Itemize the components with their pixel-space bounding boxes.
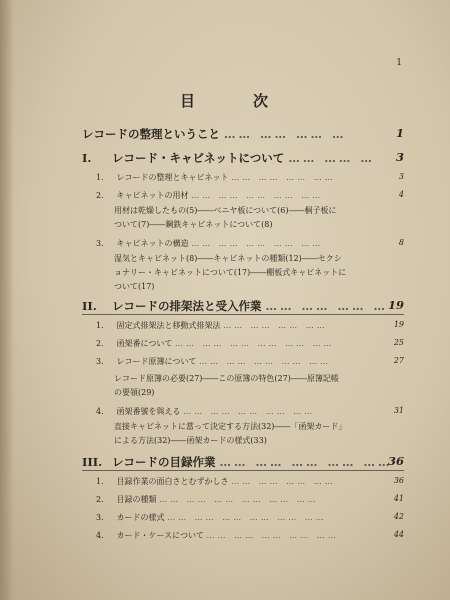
toc-section	[96, 406, 404, 417]
toc-section	[96, 512, 404, 523]
toc-entry-intro	[82, 126, 404, 142]
toc-chapter-1	[82, 150, 404, 166]
section-page: 41	[393, 494, 404, 503]
chapter-title: レコードの排架法と受入作業	[112, 299, 262, 313]
toc-section	[96, 338, 404, 349]
section-title: カード・ケースについて	[116, 531, 204, 540]
section-number: 1.	[96, 477, 104, 486]
toc-section	[96, 476, 404, 487]
section-detail-line: ついて(7)――鋼鉄キャビネットについて(8)	[114, 220, 273, 229]
toc-title-char-1: 目	[179, 92, 197, 110]
section-title: 固定式排架法と移動式排架法	[116, 321, 221, 330]
chapter-divider	[82, 470, 404, 471]
leader-dots: …… …… …… …… …… ……	[174, 339, 335, 348]
section-title: 函架番について	[116, 339, 173, 348]
entry-page: 1	[395, 126, 404, 140]
leader-dots: …… …… …… …… ……	[191, 191, 324, 200]
section-number: 2.	[96, 339, 104, 348]
chapter-page: 36	[387, 454, 404, 468]
leader-dots: …… …… …… ……	[231, 173, 336, 182]
toc-section	[96, 190, 404, 201]
leader-dots: …… …… …… …	[265, 299, 389, 313]
section-number: 2.	[96, 495, 104, 504]
section-page: 36	[393, 476, 404, 485]
chapter-title: レコード・キャビネットについて	[112, 151, 285, 165]
chapter-page: 19	[387, 298, 404, 312]
leader-dots: …… …… …… …… ……	[183, 407, 316, 416]
section-detail-line: レコード原簿の必要(27)――この原簿の特色(27)――原簿記帳	[114, 374, 339, 383]
section-detail-line: ついて(17)	[114, 282, 155, 291]
section-page: 31	[393, 406, 404, 415]
section-title: キャビネットの構造	[116, 239, 189, 248]
section-detail-line: 直接キャビネットに當って決定する方法(32)――「函架カード」	[114, 422, 347, 431]
section-number: 4.	[96, 531, 104, 540]
section-detail-line: の要領(29)	[114, 388, 155, 397]
toc-section	[96, 530, 404, 541]
section-title: カードの様式	[116, 513, 165, 522]
section-title: レコード原簿について	[116, 357, 197, 366]
section-number: 2.	[96, 191, 104, 200]
leader-dots: …… …… …… …… …… ……	[159, 495, 319, 504]
leader-dots: …… …… …… ……	[223, 321, 328, 330]
entry-title: レコードの整理ということ	[82, 127, 220, 141]
toc-section	[96, 494, 404, 505]
chapter-divider	[82, 314, 404, 315]
section-page: 4	[398, 190, 404, 199]
section-page: 3	[398, 172, 404, 181]
toc-section	[96, 356, 404, 367]
section-number: 3.	[96, 513, 104, 522]
section-page: 42	[393, 512, 404, 521]
section-page: 44	[393, 530, 404, 539]
section-number: 3.	[96, 239, 104, 248]
toc-section	[96, 172, 404, 183]
toc-title	[0, 90, 450, 111]
section-title: キャビネットの用材	[116, 191, 189, 200]
chapter-number: II.	[82, 299, 97, 313]
section-number: 4.	[96, 407, 104, 416]
section-title: レコードの整理とキャビネット	[116, 173, 229, 182]
section-title: 目録作業の面白さとむずかしさ	[116, 477, 229, 486]
section-detail-line: 用材は乾燥したもの(5)――ベニヤ板について(6)――桐子板に	[114, 206, 337, 215]
toc-section	[96, 320, 404, 331]
toc-section	[96, 238, 404, 249]
toc-title-char-2: 次	[253, 92, 271, 110]
chapter-number: III.	[82, 455, 103, 469]
section-detail-line: 湿気とキャビネット(8)――キャビネットの種類(12)――セクシ	[114, 254, 342, 263]
toc-chapter-2	[82, 298, 404, 314]
leader-dots: …… …… …… ……	[231, 477, 336, 486]
section-page: 27	[393, 356, 404, 365]
section-number: 1.	[96, 321, 104, 330]
section-detail-line: ョナリー・キャビネットについて(17)――棚板式キャビネットに	[114, 268, 347, 277]
section-page: 19	[393, 320, 404, 329]
section-detail-line: による方法(32)――函架カードの様式(33)	[114, 436, 267, 445]
leader-dots: …… …… …… …… ……	[206, 531, 339, 540]
leader-dots: …… …… …… …… ……	[198, 357, 332, 366]
chapter-page: 3	[395, 150, 404, 164]
leader-dots: …… …… …… …	[224, 127, 347, 141]
chapter-number: I.	[82, 151, 92, 165]
section-number: 1.	[96, 173, 104, 182]
section-number: 3.	[96, 357, 104, 366]
toc-chapter-3	[82, 454, 404, 470]
leader-dots: …… …… …… …… ……	[191, 239, 324, 248]
page-number: 1	[396, 58, 402, 68]
section-title: 函架番號を與える	[116, 407, 181, 416]
leader-dots: …… …… …	[288, 151, 375, 165]
section-page: 8	[398, 238, 404, 247]
section-title: 目録の種類	[116, 495, 157, 504]
leader-dots: …… …… …… …… ……	[219, 455, 393, 469]
leader-dots: …… …… …… …… …… ……	[167, 513, 327, 522]
chapter-title: レコードの目録作業	[112, 455, 216, 469]
section-page: 25	[393, 338, 404, 347]
